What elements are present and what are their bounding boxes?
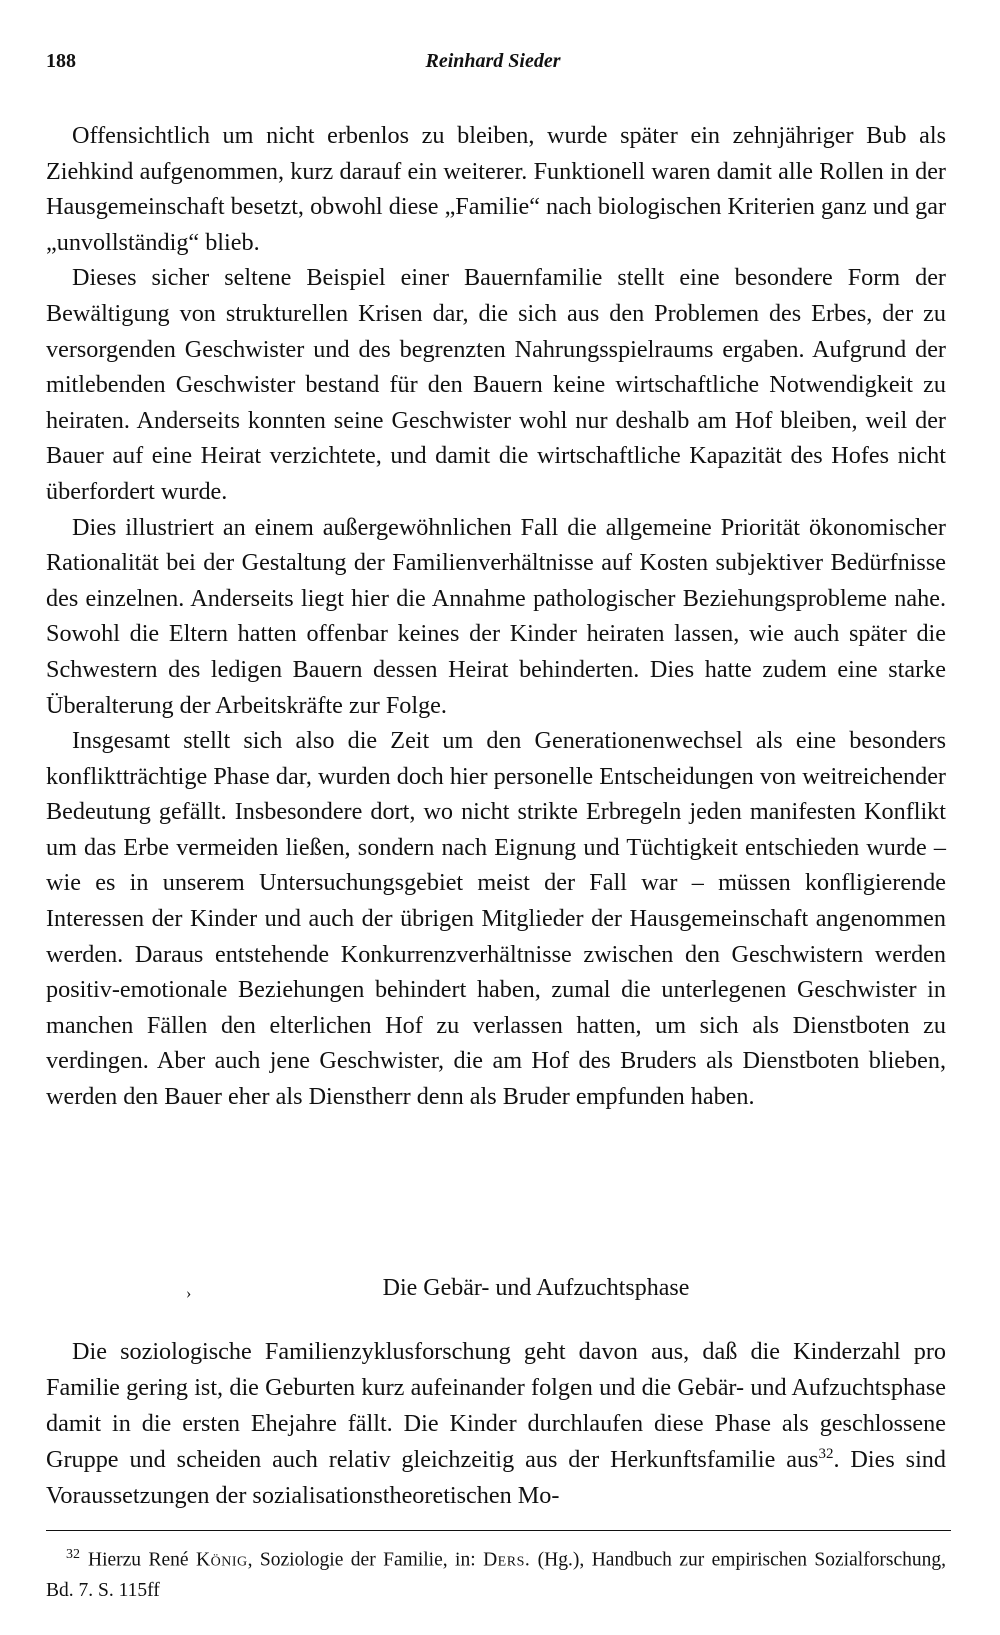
- section-heading: Die Gebär- und Aufzuchtsphase: [382, 1275, 690, 1301]
- page-header: [46, 40, 940, 80]
- section-body-text: [46, 1334, 946, 1514]
- paragraph: [46, 1334, 946, 1514]
- footnote-divider: [46, 1530, 951, 1531]
- paragraph-text: Die soziologische Familienzyklusforschung geht davon aus, daß die Kinderzahl pro Familie gering ist, die Geburten kurz aufeinander folgen und die Gebär- und Aufzuchtsphase damit in die ersten Ehejahre fällt. Die Kinder durchlaufen diese Phase als geschlossene Gruppe und scheiden auch relativ gleichzeitig aus der Herkunftsfamilie aus: [46, 1338, 946, 1473]
- footnote-ders: Ders.: [483, 1549, 531, 1571]
- paragraph: Dieses sicher seltene Beispiel einer Bauernfamilie stellt eine besondere Form der Bewältigung von strukturellen Krisen dar, die sich aus den Problemen des Erbes, der zu versorgenden Geschwister und des begrenzten Nahrungsspielraums ergaben. Aufgrund der mitlebenden Geschwister bestand für den Bauern keine wirtschaftliche Notwendigkeit zu heiraten. Anderseits konnten seine Geschwister wohl nur deshalb am Hof bleiben, weil der Bauer auf eine Heirat verzichtete, und damit die wirtschaftliche Kapazität des Hofes nicht überfordert wurde.: [46, 264, 946, 505]
- footnote-number: 32: [66, 1547, 80, 1562]
- footnote: [46, 1540, 946, 1606]
- page-number: 188: [46, 50, 76, 72]
- paragraph: Dies illustriert an einem außergewöhnlichen Fall die allgemeine Priorität ökonomischer Rationalität bei der Gestaltung der Familienverhältnisse auf Kosten subjektiver Bedürfnisse des einzelnen. Anderseits liegt hier die Annahme pathologischer Beziehungsprobleme nahe. Sowohl die Eltern hatten offenbar keines der Kinder heiraten lassen, wie auch später die Schwestern des ledigen Bauern dessen Heirat behinderten. Dies hatte zudem eine starke Überalterung der Arbeitskräfte zur Folge.: [46, 513, 946, 719]
- body-text: [46, 118, 946, 1115]
- footnote-text: Hierzu René: [88, 1549, 197, 1571]
- footnote-author: König: [196, 1549, 248, 1571]
- section-heading-block: [46, 1272, 946, 1304]
- footnote-text: (Hg.), Handbuch zur empirischen Sozialforschung, Bd. 7. S. 115ff: [46, 1549, 947, 1601]
- paragraph: Offensichtlich um nicht erbenlos zu bleiben, wurde später ein zehnjähriger Bub als Ziehkind aufgenommen, kurz darauf ein weiterer. Funktionell waren damit alle Rollen in der Hausgemeinschaft besetzt, obwohl diese „Familie“ nach biologischen Kriterien ganz und gar „unvollständig“ blieb.: [46, 122, 946, 256]
- section-mark: ›: [186, 1285, 192, 1302]
- footnote-reference: 32: [818, 1445, 834, 1462]
- paragraph: Insgesamt stellt sich also die Zeit um den Generationenwechsel als eine besonders konfliktträchtige Phase dar, wurden doch hier personelle Entscheidungen von weitreichender Bedeutung gefällt. Insbesondere dort, wo nicht strikte Erbregeln jeden manifesten Konflikt um das Erbe vermeiden ließen, sondern nach Eignung und Tüchtigkeit entschieden wurde – wie es in unserem Untersuchungsgebiet meist der Fall war – müssen konfligierende Interessen der Kinder und auch der übrigen Mitglieder der Hausgemeinschaft angenommen werden. Daraus entstehende Konkurrenzverhältnisse zwischen den Geschwistern werden positiv-emotionale Beziehungen behindert haben, zumal die unterlegenen Geschwister in manchen Fällen den elterlichen Hof zu verlassen hatten, um sich als Dienstboten zu verdingen. Aber auch jene Geschwister, die am Hof des Bruders als Dienstboten blieben, werden den Bauer eher als Dienstherr denn als Bruder empfunden haben.: [46, 727, 946, 1111]
- footnote-text: , Soziologie der Familie, in:: [247, 1549, 484, 1571]
- running-head: Reinhard Sieder: [425, 50, 561, 72]
- paragraph-text-continued: . Dies sind Voraussetzungen der sozialisationstheoretischen Mo-: [46, 1446, 946, 1509]
